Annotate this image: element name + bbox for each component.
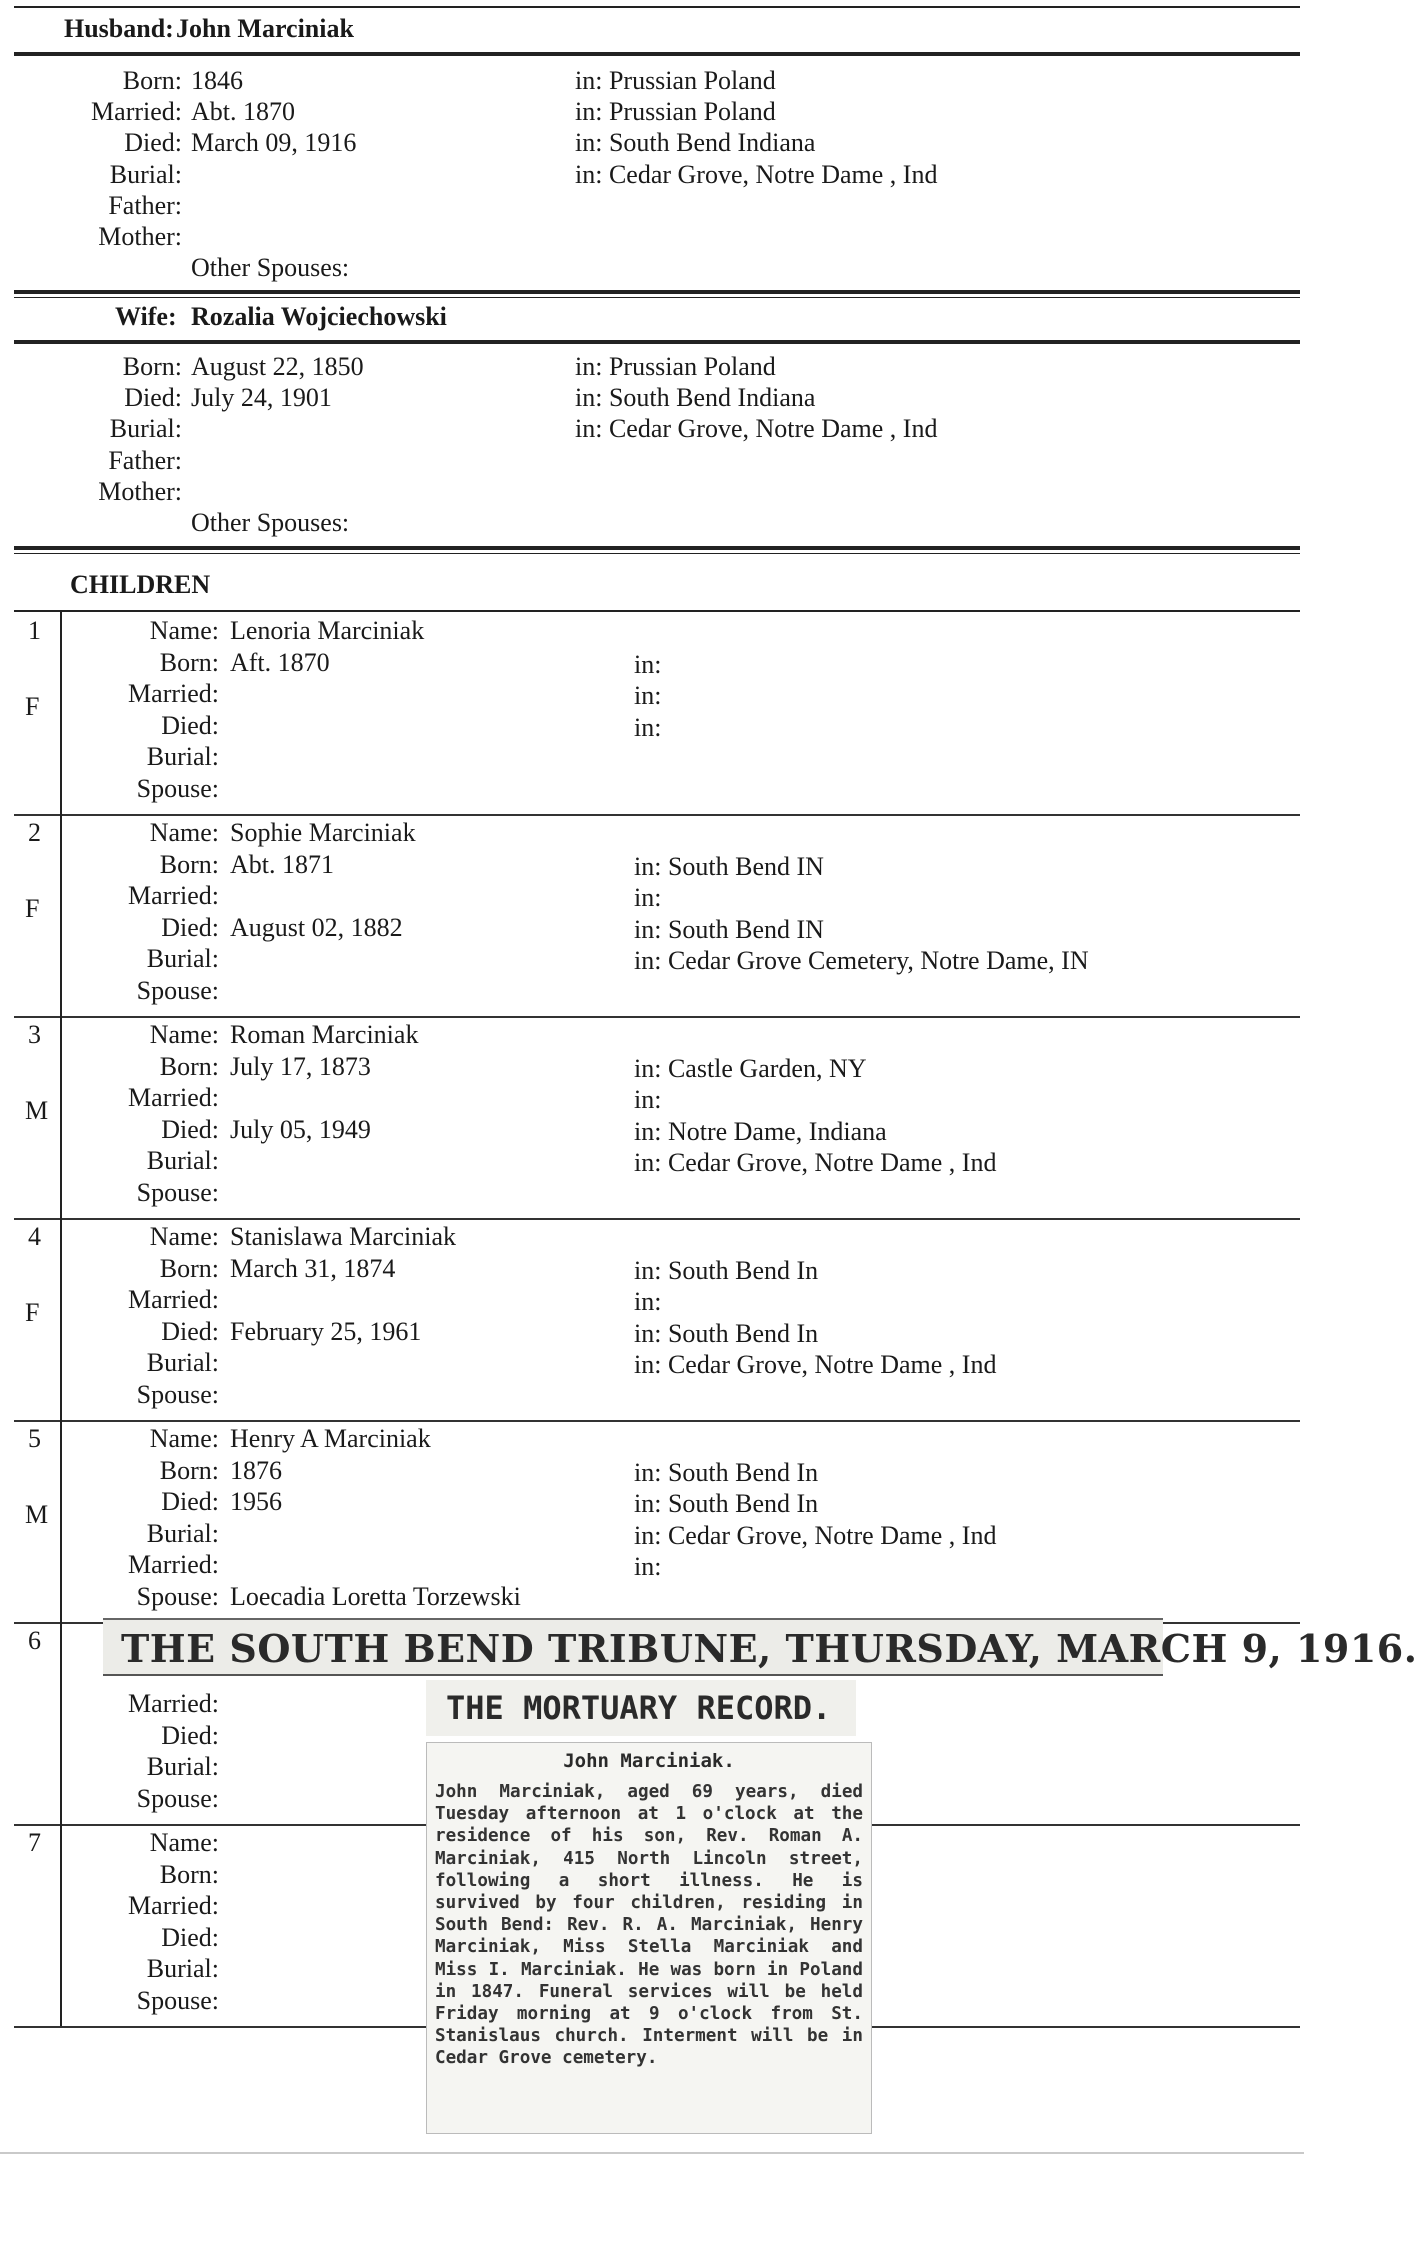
child-field-place: in: Cedar Grove, Notre Dame , Ind xyxy=(634,1148,997,1177)
child-column-divider xyxy=(60,1824,62,2026)
child-field-place: in: Cedar Grove, Notre Dame , Ind xyxy=(634,1350,997,1379)
clipping-article xyxy=(426,1742,872,2134)
child-field-value: Aft. 1870 xyxy=(230,647,330,677)
child-column-divider xyxy=(60,1420,62,1622)
child-field-label: Born: xyxy=(159,1051,219,1081)
child-field-place: in: South Bend In xyxy=(634,1457,819,1487)
child-field-place: in: South Bend IN xyxy=(634,851,824,881)
child-field-place: in: South Bend IN xyxy=(634,914,824,944)
child-field-label: Burial: xyxy=(146,1518,219,1548)
child-field-place: in: South Bend In xyxy=(634,1255,819,1285)
page-bottom-line xyxy=(0,2152,1304,2154)
child-field-label: Married: xyxy=(128,679,219,708)
child-field-place: in: xyxy=(634,1085,662,1114)
child-field-place: in: xyxy=(634,1287,662,1316)
child-field-value: August 02, 1882 xyxy=(230,912,403,942)
wife-name: Rozalia Wojciechowski xyxy=(191,302,447,331)
wife-died-value: July 24, 1901 xyxy=(191,383,332,412)
child-field-label: Name: xyxy=(149,616,219,645)
wife-other-spouses-label: Other Spouses: xyxy=(191,508,350,537)
child-field-label: Married: xyxy=(128,1689,219,1718)
clipping-banner: THE SOUTH BEND TRIBUNE, THURSDAY, MARCH 9, 1916. xyxy=(103,1618,1163,1676)
child-field-value: Roman Marciniak xyxy=(230,1020,419,1049)
child-field-label: Name: xyxy=(149,1828,219,1857)
child-block xyxy=(0,814,1304,1016)
husband-burial-place: in: Cedar Grove, Notre Dame , Ind xyxy=(575,160,938,189)
husband-born-label: Born: xyxy=(122,66,182,95)
child-field-label: Married: xyxy=(128,881,219,910)
husband-born-place: in: Prussian Poland xyxy=(575,66,776,95)
clipping-heading: THE MORTUARY RECORD. xyxy=(426,1680,856,1736)
child-number: 5 xyxy=(28,1424,41,1453)
wife-father-label: Father: xyxy=(108,446,182,475)
child-block xyxy=(0,1016,1304,1218)
child-field-label: Married: xyxy=(128,1550,219,1579)
child-field-label: Name: xyxy=(149,1020,219,1049)
child-field-label: Burial: xyxy=(146,1752,219,1781)
child-field-value: Sophie Marciniak xyxy=(230,818,416,847)
husband-burial-label: Burial: xyxy=(109,160,182,189)
child-field-label: Name: xyxy=(149,1424,219,1453)
child-field-label: Burial: xyxy=(146,1146,219,1175)
child-number: 4 xyxy=(28,1222,41,1251)
child-field-label: Burial: xyxy=(146,1954,219,1983)
child-field-label: Spouse: xyxy=(136,1581,219,1611)
child-field-place: in: xyxy=(634,681,662,710)
clipping-name: John Marciniak. xyxy=(563,1750,735,1772)
children-top-rule xyxy=(14,546,1300,550)
child-field-label: Name: xyxy=(149,818,219,847)
husband-mother-label: Mother: xyxy=(98,222,182,251)
child-field-value: 1876 xyxy=(230,1455,282,1485)
child-field-label: Died: xyxy=(161,1922,219,1952)
child-sex: F xyxy=(25,1298,40,1327)
child-field-label: Burial: xyxy=(146,1348,219,1377)
child-field-value: February 25, 1961 xyxy=(230,1316,422,1346)
child-field-place: in: Castle Garden, NY xyxy=(634,1053,867,1083)
child-field-value: Abt. 1871 xyxy=(230,849,334,879)
wife-top-rule-thin xyxy=(14,297,1300,298)
child-field-label: Born: xyxy=(159,1253,219,1283)
clipping-text: John Marciniak, aged 69 years, died Tuesday afternoon at 1 o'clock at the residence of his son, Rev. Roman A. Marciniak, 415 North Lincoln street, following a short illness. He is survived by four children, residing in South Bend: Rev. R. A. Marciniak, Henry Marciniak, Miss Stella Marciniak and Miss I. Marciniak. He was born in Poland in 1847. Funeral services will be held Friday morning at 9 o'clock from St. Stanislaus church. Interment will be in Cedar Grove cemetery. xyxy=(435,1782,863,2069)
husband-other-spouses-label: Other Spouses: xyxy=(191,253,350,282)
husband-died-value: March 09, 1916 xyxy=(191,128,357,157)
child-field-label: Burial: xyxy=(146,944,219,973)
wife-burial-place: in: Cedar Grove, Notre Dame , Ind xyxy=(575,414,938,443)
husband-label: Husband: xyxy=(64,14,174,43)
child-field-label: Born: xyxy=(159,1859,219,1889)
child-field-label: Married: xyxy=(128,1285,219,1314)
children-top-rule-thin xyxy=(14,553,1300,554)
child-number: 7 xyxy=(28,1828,41,1857)
child-field-label: Died: xyxy=(161,1720,219,1750)
child-field-value: Stanislawa Marciniak xyxy=(230,1222,456,1251)
wife-top-rule xyxy=(14,290,1300,294)
child-sex: M xyxy=(25,1500,49,1529)
child-number: 3 xyxy=(28,1020,41,1049)
child-field-label: Died: xyxy=(161,1316,219,1346)
child-field-value: July 05, 1949 xyxy=(230,1114,371,1144)
child-column-divider xyxy=(60,1218,62,1420)
top-rule xyxy=(14,6,1300,8)
child-number: 2 xyxy=(28,818,41,847)
husband-married-label: Married: xyxy=(91,97,182,126)
husband-died-place: in: South Bend Indiana xyxy=(575,128,816,157)
child-field-place: in: xyxy=(634,712,662,742)
child-number: 1 xyxy=(28,616,41,645)
child-block xyxy=(0,1218,1304,1420)
child-field-label: Died: xyxy=(161,1114,219,1144)
child-field-label: Spouse: xyxy=(136,1783,219,1813)
child-field-place: in: Cedar Grove Cemetery, Notre Dame, IN xyxy=(634,946,1089,975)
child-number: 6 xyxy=(28,1626,41,1655)
child-field-place: in: xyxy=(634,1552,662,1581)
child-field-place: in: xyxy=(634,883,662,912)
husband-name: John Marciniak xyxy=(176,14,354,43)
child-field-label: Died: xyxy=(161,1487,219,1516)
child-sex: M xyxy=(25,1096,49,1125)
child-field-value: March 31, 1874 xyxy=(230,1253,396,1283)
child-field-label: Spouse: xyxy=(136,1985,219,2015)
child-block xyxy=(0,612,1304,814)
child-field-place: in: Cedar Grove, Notre Dame , Ind xyxy=(634,1520,997,1550)
husband-born-value: 1846 xyxy=(191,66,243,95)
child-field-value: 1956 xyxy=(230,1487,282,1516)
child-column-divider xyxy=(60,612,62,814)
wife-burial-label: Burial: xyxy=(109,414,182,443)
wife-label: Wife: xyxy=(115,302,177,331)
child-field-value: Loecadia Loretta Torzewski xyxy=(230,1581,521,1611)
child-field-label: Born: xyxy=(159,849,219,879)
wife-mother-label: Mother: xyxy=(98,477,182,506)
child-field-place: in: Notre Dame, Indiana xyxy=(634,1116,887,1146)
husband-father-label: Father: xyxy=(108,191,182,220)
child-sex: F xyxy=(25,894,40,923)
child-column-divider xyxy=(60,1016,62,1218)
wife-died-label: Died: xyxy=(124,383,182,412)
child-field-label: Born: xyxy=(159,647,219,677)
child-field-value: July 17, 1873 xyxy=(230,1051,371,1081)
child-column-divider xyxy=(60,814,62,1016)
child-field-label: Born: xyxy=(159,1455,219,1485)
child-block xyxy=(0,1420,1304,1622)
wife-died-place: in: South Bend Indiana xyxy=(575,383,816,412)
husband-died-label: Died: xyxy=(124,128,182,157)
child-field-label: Spouse: xyxy=(136,1379,219,1409)
wife-header-rule xyxy=(14,340,1300,344)
child-field-label: Spouse: xyxy=(136,1177,219,1207)
husband-married-value: Abt. 1870 xyxy=(191,97,295,126)
wife-born-place: in: Prussian Poland xyxy=(575,352,776,381)
husband-header-rule xyxy=(14,52,1300,56)
child-field-label: Married: xyxy=(128,1083,219,1112)
child-field-label: Name: xyxy=(149,1222,219,1251)
wife-born-label: Born: xyxy=(122,352,182,381)
child-sex: F xyxy=(25,692,40,721)
husband-married-place: in: Prussian Poland xyxy=(575,97,776,126)
child-field-place: in: xyxy=(634,649,662,679)
child-field-label: Spouse: xyxy=(136,975,219,1005)
child-field-label: Died: xyxy=(161,912,219,942)
wife-born-value: August 22, 1850 xyxy=(191,352,364,381)
child-field-label: Burial: xyxy=(146,742,219,771)
child-field-label: Married: xyxy=(128,1891,219,1920)
child-field-label: Died: xyxy=(161,710,219,740)
child-field-place: in: South Bend In xyxy=(634,1318,819,1348)
child-field-value: Henry A Marciniak xyxy=(230,1424,431,1453)
child-column-divider xyxy=(60,1622,62,1824)
child-field-value: Lenoria Marciniak xyxy=(230,616,425,645)
children-heading: CHILDREN xyxy=(70,570,211,599)
child-field-label: Spouse: xyxy=(136,773,219,803)
child-field-place: in: South Bend In xyxy=(634,1489,819,1518)
